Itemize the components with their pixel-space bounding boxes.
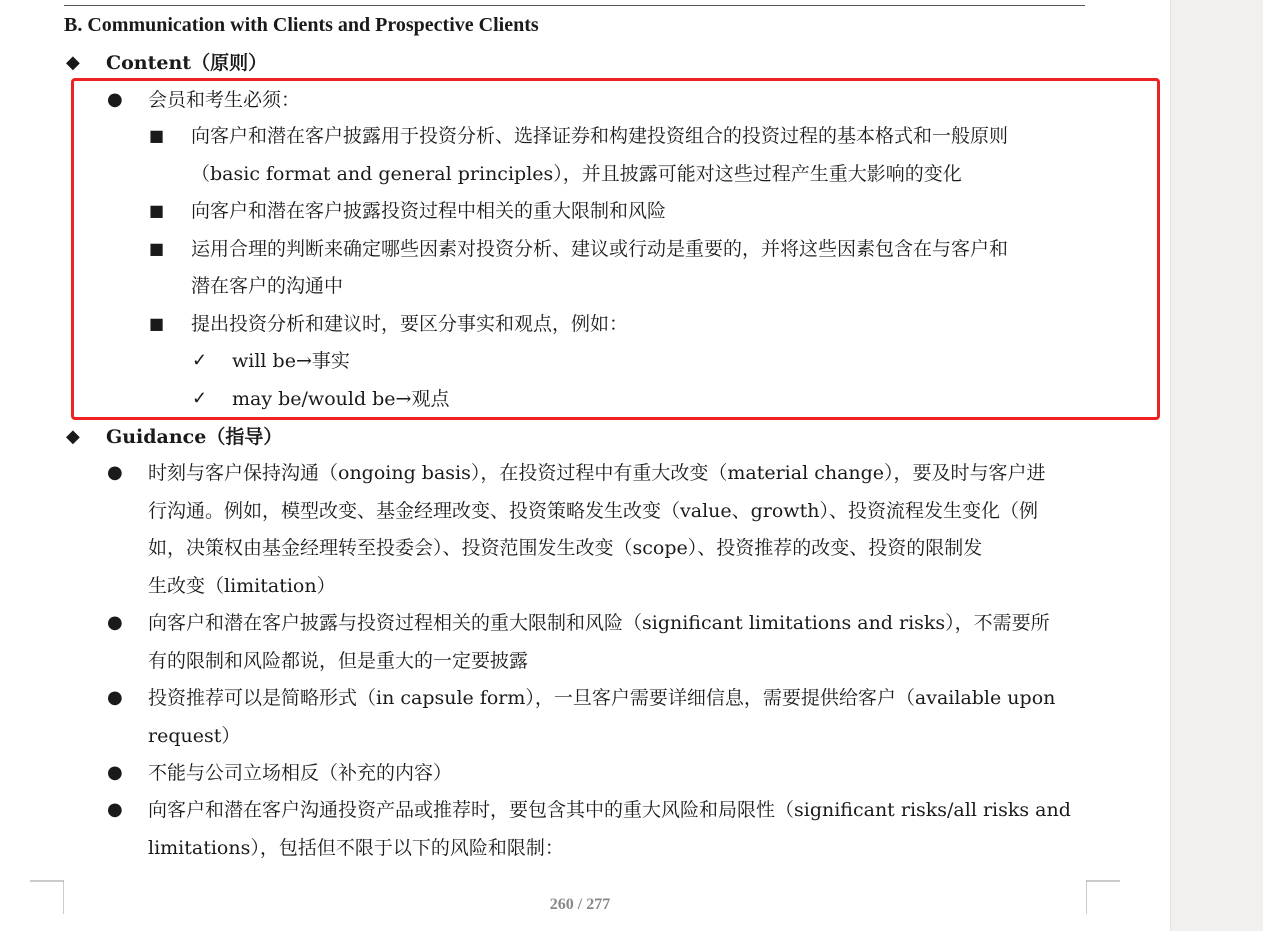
guidance-line: 向客户和潜在客户沟通投资产品或推荐时，要包含其中的重大风险和局限性（significant risks/all risks and xyxy=(148,799,1071,821)
viewer-side-panel xyxy=(1170,0,1263,931)
guidance-line: 时刻与客户保持沟通（ongoing basis），在投资过程中有重大改变（material change），要及时与客户进 xyxy=(148,462,1046,484)
diamond-icon: ◆ xyxy=(66,52,80,73)
guidance-line: request） xyxy=(148,725,241,747)
content-item-line: 向客户和潜在客户披露用于投资分析、选择证券和构建投资组合的投资过程的基本格式和一般原则 xyxy=(191,125,1009,147)
check-item: may be/would be→观点 xyxy=(232,388,450,410)
check-item: will be→事实 xyxy=(232,350,350,372)
content-item-line: 潜在客户的沟通中 xyxy=(191,275,344,297)
bullet-icon: ● xyxy=(107,89,123,110)
page-indicator: 260 / 277 xyxy=(549,896,611,913)
bullet-icon: ● xyxy=(107,762,123,783)
guidance-line: limitations），包括但不限于以下的风险和限制： xyxy=(148,837,564,859)
guidance-line: 投资推荐可以是简略形式（in capsule form），一旦客户需要详细信息，需要提供给客户（available upon xyxy=(148,687,1056,709)
header-rule xyxy=(64,5,1085,6)
guidance-line: 生改变（limitation） xyxy=(148,575,336,597)
content-item-line: 向客户和潜在客户披露投资过程中相关的重大限制和风险 xyxy=(191,200,667,222)
content-heading: Content（原则） xyxy=(106,52,268,74)
guidance-line: 有的限制和风险都说，但是重大的一定要披露 xyxy=(148,650,529,672)
check-icon: ✓ xyxy=(192,350,208,371)
bullet-icon: ● xyxy=(107,799,123,820)
highlight-box xyxy=(71,78,1160,420)
section-title: B. Communication with Clients and Prospective Clients xyxy=(64,14,539,36)
square-bullet-icon: ■ xyxy=(149,239,165,258)
page-corner-mark-left xyxy=(30,880,64,914)
content-item-line: 运用合理的判断来确定哪些因素对投资分析、建议或行动是重要的，并将这些因素包含在与客户和 xyxy=(191,238,1009,260)
guidance-line: 向客户和潜在客户披露与投资过程相关的重大限制和风险（significant limitations and risks），不需要所 xyxy=(148,612,1050,634)
bullet-icon: ● xyxy=(107,687,123,708)
check-icon: ✓ xyxy=(192,388,208,409)
square-bullet-icon: ■ xyxy=(149,314,165,333)
content-intro: 会员和考生必须： xyxy=(148,89,301,111)
diamond-icon: ◆ xyxy=(66,426,80,447)
content-item-line: 提出投资分析和建议时，要区分事实和观点，例如： xyxy=(191,313,629,335)
page-corner-mark-right xyxy=(1086,880,1120,914)
square-bullet-icon: ■ xyxy=(149,201,165,220)
bullet-icon: ● xyxy=(107,462,123,483)
guidance-heading: Guidance（指导） xyxy=(106,426,283,448)
guidance-line: 不能与公司立场相反（补充的内容） xyxy=(148,762,453,784)
guidance-line: 如，决策权由基金经理转至投委会）、投资范围发生改变（scope）、投资推荐的改变、投资的限制发 xyxy=(148,537,983,559)
bullet-icon: ● xyxy=(107,612,123,633)
guidance-line: 行沟通。例如，模型改变、基金经理改变、投资策略发生改变（value、growth）、投资流程发生变化（例 xyxy=(148,500,1038,522)
square-bullet-icon: ■ xyxy=(149,126,165,145)
content-item-line: （basic format and general principles），并且披露可能对这些过程产生重大影响的变化 xyxy=(191,163,962,185)
